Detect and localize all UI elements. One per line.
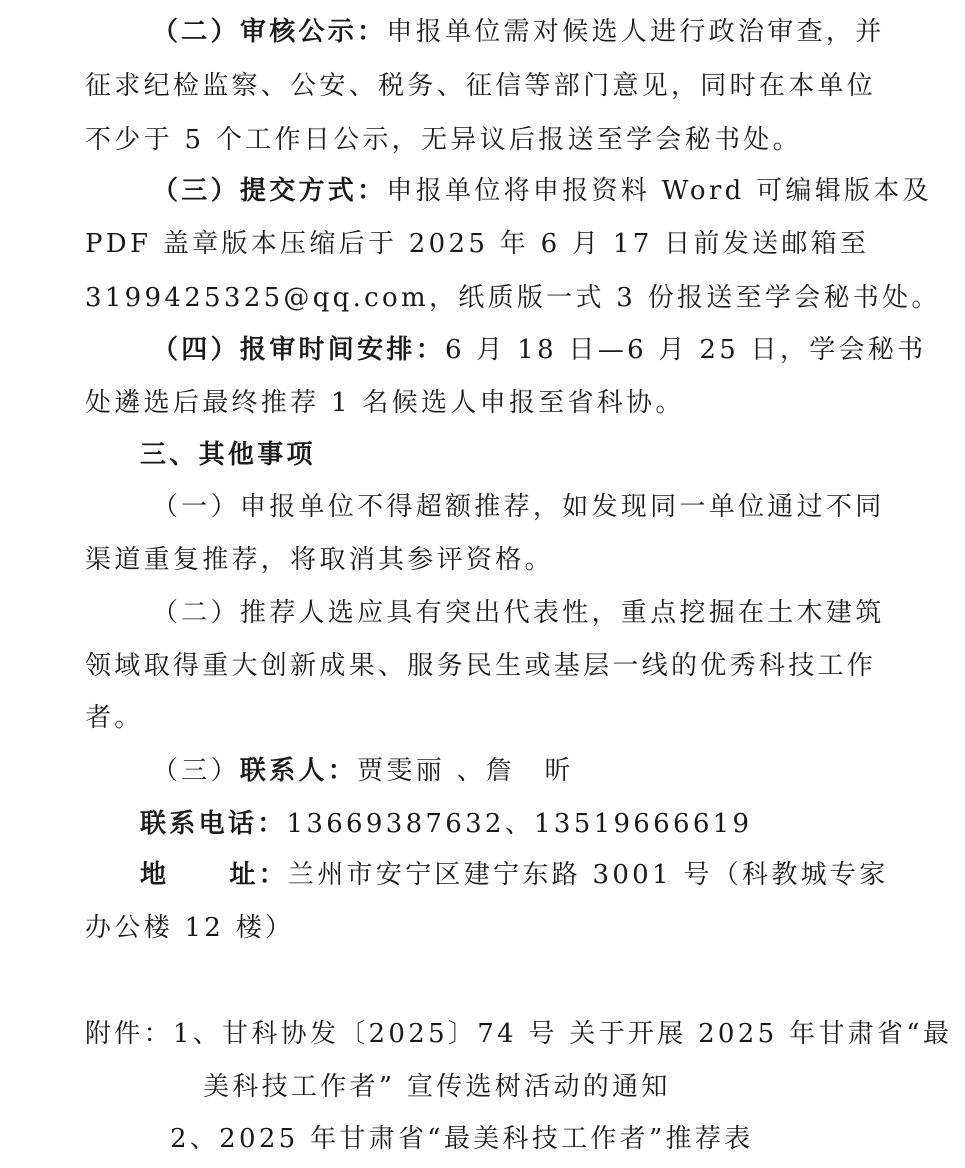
- attachment-line3: 2、2025 年甘肃省“最美科技工作者”推荐表: [170, 1124, 754, 1154]
- contact-prefix: （三）: [152, 756, 240, 786]
- section2-line3: 不少于 5 个工作日公示，无异议后报送至学会秘书处。: [85, 125, 802, 155]
- other-item2-line3: 者。: [85, 703, 144, 733]
- section3-line2: PDF 盖章版本压缩后于 2025 年 6 月 17 日前发送邮箱至: [85, 229, 870, 259]
- phone-value: 13669387632、13519666619: [286, 809, 753, 839]
- attachment-line2: 美科技工作者” 宣传选树活动的通知: [203, 1072, 671, 1102]
- section2-text: 申报单位需对候选人进行政治审查，并: [386, 17, 885, 47]
- other-item2-line2: 领域取得重大创新成果、服务民生或基层一线的优秀科技工作: [85, 651, 877, 681]
- address-label-1: 地: [140, 860, 170, 890]
- section4-line2: 处遴选后最终推荐 1 名候选人申报至省科协。: [85, 388, 685, 418]
- address-line1: [140, 859, 889, 891]
- section4-line1: [152, 334, 926, 366]
- address-label-2: 址：: [229, 860, 288, 890]
- phone-line: [140, 808, 752, 840]
- phone-label: 联系电话：: [140, 809, 287, 839]
- attachment-line1: 附件：1、甘科协发〔2025〕74 号 关于开展 2025 年甘肃省“最: [85, 1019, 953, 1049]
- section2-line1: [152, 16, 885, 48]
- contact-line: [152, 755, 574, 787]
- section4-text: 6 月 18 日—6 月 25 日，学会秘书: [445, 335, 927, 365]
- section2-line2: 征求纪检监察、公安、税务、征信等部门意见，同时在本单位: [85, 71, 877, 101]
- section3-line3: 3199425325@qq.com，纸质版一式 3 份报送至学会秘书处。: [85, 283, 941, 313]
- section3-text: 申报单位将申报资料 Word 可编辑版本及: [386, 176, 932, 206]
- section3-heading: （三）提交方式：: [152, 176, 387, 206]
- other-item2-line1: （二）推荐人选应具有突出代表性，重点挖掘在土木建筑: [152, 598, 885, 628]
- other-item1-line1: （一）申报单位不得超额推荐，如发现同一单位通过不同: [152, 492, 885, 522]
- other-matters-heading: 三、其他事项: [140, 440, 316, 470]
- address-line2: 办公楼 12 楼）: [85, 913, 295, 943]
- other-item1-line2: 渠道重复推荐，将取消其参评资格。: [85, 545, 554, 575]
- address-text: 兰州市安宁区建宁东路 3001 号（科教城专家: [287, 860, 889, 890]
- section2-heading: （二）审核公示：: [152, 17, 387, 47]
- contact-names: 贾雯丽 、詹 昕: [357, 756, 574, 786]
- section3-line1: [152, 175, 932, 207]
- contact-label: 联系人：: [239, 756, 358, 786]
- section4-heading: （四）报审时间安排：: [152, 335, 446, 365]
